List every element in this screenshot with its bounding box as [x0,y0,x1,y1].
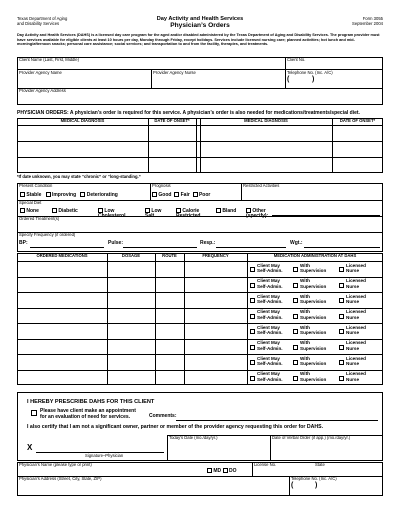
self-admin-label-line-2: Self-Admin. [257,299,283,304]
licensed-nurse-label-line-1: Licensed [346,293,366,299]
title-line-2: Physician’s Orders [170,22,230,30]
bp-label: BP: [19,240,28,246]
provider-agency-name-input[interactable] [20,77,148,87]
self-admin-checkbox[interactable] [250,329,255,334]
licensed-nurse-label-line-2: Nurse [346,376,360,382]
provider-phone-close-paren: ) [312,76,315,83]
restricted-activities-input[interactable] [243,190,381,199]
prognosis-label: Prognosis [152,183,171,188]
supervision-option-label [300,309,326,320]
licensed-nurse-label-line-1: Licensed [346,262,366,268]
orders-heading-line [17,111,360,117]
medication-input[interactable] [18,324,106,338]
medication-input[interactable] [18,371,106,385]
onset-col-header-1: DATE OF ONSET* [154,118,190,123]
supervision-checkbox[interactable] [293,376,298,381]
licensed-nurse-label-line-2: Nurse [346,268,360,273]
frequency-label: Specify Frequency (if ordered) [19,232,76,237]
licensed-nurse-checkbox[interactable] [339,283,344,288]
supervision-checkbox[interactable] [293,314,298,319]
supervision-label-line-2: Supervision [300,361,327,366]
self-admin-label-line-2: Self-Admin. [257,314,283,320]
self-admin-label-line-2: Self-Admin. [257,361,283,366]
client-name-input[interactable] [20,63,282,69]
license-no-input[interactable] [254,468,309,475]
prognosis-options [152,192,210,199]
poor-checkbox[interactable] [193,192,198,197]
licensed-nurse-checkbox[interactable] [339,329,344,334]
provider-address-label: Provider Agency Address [19,88,66,93]
physician-address-label: Physician’s Address (Street, City, State, ZIP) [19,476,102,481]
medication-input[interactable] [18,355,106,369]
md-label: MD [213,467,222,474]
licensed-nurse-option-label [346,371,366,382]
good-label: Good [158,191,172,198]
signature-label: Signature–Physician [85,453,124,458]
self-admin-option-label [257,356,283,367]
certify-text: I also certify that I am not a significant owner, partner or member of the provider agency requesting this order for DAHS. [27,424,324,430]
treatments-label: Ordered Treatment(s) [19,216,60,221]
licensed-nurse-option-label [346,263,366,274]
self-admin-label-line-2: Self-Admin. [257,268,283,273]
frequency-col-header: FREQUENCY [202,253,229,258]
route-input[interactable] [156,324,183,338]
signature-x: X [27,443,33,452]
state-input[interactable] [315,468,381,475]
physician-phone-open-paren: ( [291,482,294,489]
verbal-order-date-label: Date of Verbal Order (if app.) (mo./day/yr.) [272,435,351,440]
onset-footnote: *If date unknown, you may state “chronic” or “long-standing.” [17,174,141,179]
route-input[interactable] [156,355,183,369]
title-line-1: Day Activity and Health Services [156,16,244,22]
provider-address-input[interactable] [20,95,380,104]
self-admin-checkbox[interactable] [250,360,255,365]
deteriorating-checkbox[interactable] [80,192,85,197]
improving-checkbox[interactable] [46,192,51,197]
licensed-nurse-label-line-2: Nurse [346,299,360,304]
supervision-checkbox[interactable] [293,298,298,303]
fair-label: Fair [180,191,190,198]
frequency-input[interactable] [185,278,246,292]
provider-phone-input[interactable] [291,77,381,87]
stable-label: Stable [26,191,42,198]
dosage-input[interactable] [108,340,154,354]
diet-restricted-label: Restricted [176,213,201,220]
supervision-checkbox[interactable] [293,267,298,272]
route-input[interactable] [156,340,183,354]
improving-label: Improving [51,191,77,198]
diet-low-salt-option [145,208,161,219]
supervision-label-line-1: With [300,324,310,330]
appointment-text [40,408,136,420]
route-input[interactable] [156,293,183,307]
medication-input[interactable] [18,293,106,307]
dosage-input[interactable] [108,293,154,307]
dosage-input[interactable] [108,324,154,338]
diagnosis-input-left[interactable] [18,126,147,172]
frequency-input[interactable] [185,309,246,323]
diet-salt-label: Salt [145,213,155,220]
onset-col-header-2: DATE OF ONSET* [339,118,376,123]
supervision-option-label [300,325,326,336]
self-admin-checkbox[interactable] [250,267,255,272]
diet-diabetic-option [52,208,78,215]
medication-input[interactable] [18,278,106,292]
frequency-input[interactable] [185,293,246,307]
md-do-options [207,468,236,475]
diet-specify-label: (specify): [246,213,269,220]
pulse-label: Pulse: [108,240,124,246]
comments-label: Comments: [149,413,177,419]
treatments-input[interactable] [20,223,380,231]
wgt-label: Wgt.: [290,240,303,246]
md-checkbox[interactable] [207,468,212,473]
self-admin-checkbox[interactable] [250,283,255,288]
licensed-nurse-label-line-2: Nurse [346,283,360,289]
wgt-input[interactable] [304,240,380,247]
licensed-nurse-option-label [346,294,366,305]
diet-bland-checkbox[interactable] [216,208,221,213]
physician-phone-input[interactable] [295,483,381,495]
client-no-label: Client No. [287,57,306,62]
appointment-line-2: for an evaluation of need for services. [40,414,131,420]
verbal-order-date-input[interactable] [272,442,381,460]
supervision-checkbox[interactable] [293,283,298,288]
supervision-label-line-1: With [300,355,310,361]
self-admin-label-line-1: Client May [257,355,280,361]
frequency-input[interactable] [185,355,246,369]
client-name-label: Client Name (Last, First, Middle) [19,57,80,62]
self-admin-label-line-1: Client May [257,278,280,283]
supervision-label-line-1: With [300,262,310,268]
diet-cholesterol-label: Cholesterol [98,213,126,220]
self-admin-option-label [257,309,283,320]
physician-phone-close-paren: ) [315,482,318,489]
pulse-input[interactable] [123,240,197,247]
agency-line-2: and Disability Services [17,20,60,26]
self-admin-label-line-1: Client May [257,324,280,330]
physician-name-label: Physician’s Name (please type or print) [19,462,92,467]
provider-nurse-label: Provider Agency Nurse [153,70,196,75]
dosage-input[interactable] [108,262,154,276]
bp-input[interactable] [30,240,104,247]
supervision-option-label [300,263,326,274]
agency-line-1: Texas Department of Aging [17,16,68,21]
physician-phone-label: Telephone No. (Inc. A/C) [291,476,337,481]
supervision-checkbox[interactable] [293,360,298,365]
route-col-header: ROUTE [162,253,177,258]
provider-phone-open-paren: ( [287,76,290,83]
diet-low-cholesterol-option [98,208,126,219]
self-admin-label-line-1: Client May [257,293,280,299]
diet-bland-label: Bland [222,207,237,214]
onset-input-right[interactable] [333,126,382,172]
diet-none-option [20,208,39,215]
licensed-nurse-label-line-2: Nurse [346,314,360,320]
supervision-option-label [300,278,326,289]
supervision-checkbox[interactable] [293,345,298,350]
self-admin-option-label [257,340,283,351]
state-label: State [315,462,325,467]
onset-input-left[interactable] [149,126,195,172]
todays-date-label: Today’s Date (mo./day/yr.) [169,435,218,440]
licensed-nurse-checkbox[interactable] [339,314,344,319]
medication-input[interactable] [18,262,106,276]
supervision-option-label [300,371,326,382]
supervision-label-line-1: With [300,309,310,314]
diet-none-label: None [26,207,39,214]
supervision-option-label [300,340,326,351]
supervision-label-line-2: Supervision [300,268,327,273]
dosage-input[interactable] [108,278,154,292]
route-input[interactable] [156,371,183,385]
diet-low-label-2: Low [151,207,162,214]
diet-other-option [246,208,268,219]
supervision-checkbox[interactable] [293,329,298,334]
dosage-input[interactable] [108,371,154,385]
self-admin-checkbox[interactable] [250,314,255,319]
licensed-nurse-checkbox[interactable] [339,267,344,272]
self-admin-label-line-1: Client May [257,340,280,345]
dosage-col-header: DOSAGE [121,253,141,258]
good-checkbox[interactable] [152,192,157,197]
licensed-nurse-label-line-1: Licensed [346,309,366,314]
present-condition-label: Present Condition [19,183,53,188]
admin-col-header: MEDICATION ADMINISTRATION AT DAHS [273,253,357,258]
diagnosis-input-right[interactable] [201,126,331,172]
physician-signature-input[interactable] [36,441,164,452]
self-admin-checkbox[interactable] [250,345,255,350]
frequency-input[interactable] [185,371,246,385]
provider-agency-name-label: Provider Agency Name [19,70,62,75]
licensed-nurse-label-line-1: Licensed [346,324,366,330]
supervision-label-line-2: Supervision [300,299,327,304]
deteriorating-label: Deteriorating [86,191,118,198]
licensed-nurse-option-label [346,325,366,336]
poor-label: Poor [198,191,211,198]
frequency-input[interactable] [185,340,246,354]
diet-calorie-label: Calorie [182,207,200,214]
form-date: September 2004 [352,20,383,26]
self-admin-option-label [257,294,283,305]
diet-bland-option [216,208,236,215]
self-admin-option-label [257,278,283,289]
physician-address-input[interactable] [20,483,286,495]
licensed-nurse-label-line-1: Licensed [346,340,366,345]
licensed-nurse-option-label [346,278,366,289]
supervision-option-label [300,356,326,367]
supervision-label-line-2: Supervision [300,283,327,289]
provider-phone-label: Telephone No. (Inc. A/C) [287,70,333,75]
agency-name [17,17,67,27]
route-input[interactable] [156,262,183,276]
supervision-label-line-2: Supervision [300,376,327,382]
dosage-input[interactable] [108,355,154,369]
physician-name-input[interactable] [20,468,200,475]
licensed-nurse-checkbox[interactable] [339,376,344,381]
licensed-nurse-label-line-2: Nurse [346,330,360,335]
form-number [352,17,383,27]
resp-label: Resp.: [200,240,216,246]
licensed-nurse-label-line-1: Licensed [346,371,366,376]
licensed-nurse-option-label [346,340,366,351]
comments-input[interactable] [176,413,378,420]
supervision-option-label [300,294,326,305]
diet-calorie-option [176,208,200,219]
self-admin-label-line-1: Client May [257,371,280,376]
licensed-nurse-checkbox[interactable] [339,360,344,365]
resp-input[interactable] [216,240,286,247]
fair-checkbox[interactable] [174,192,179,197]
licensed-nurse-label-line-2: Nurse [346,345,360,351]
diet-diabetic-checkbox[interactable] [52,208,57,213]
self-admin-option-label [257,325,283,336]
frequency-input[interactable] [185,262,246,276]
diet-none-checkbox[interactable] [20,208,25,213]
licensed-nurse-option-label [346,356,366,367]
frequency-input[interactable] [185,324,246,338]
do-label: DO [228,467,237,474]
self-admin-label-line-1: Client May [257,309,280,314]
form-title [130,16,270,30]
supervision-label-line-1: With [300,371,310,376]
special-diet-label: Special Diet [19,200,42,205]
medication-input[interactable] [18,340,106,354]
orders-heading-text: A physician’s order is required for this service. A physician’s order is also needed for medications/treatments/special diet. [69,110,360,116]
licensed-nurse-label-line-1: Licensed [346,278,366,283]
diet-low-label-1: Low [104,207,115,214]
stable-checkbox[interactable] [20,192,25,197]
supervision-label-line-1: With [300,278,310,283]
license-no-label: License No. [254,462,277,467]
self-admin-checkbox[interactable] [250,298,255,303]
self-admin-label-line-2: Self-Admin. [257,330,283,335]
diet-diabetic-label: Diabetic [58,207,78,214]
self-admin-label-line-2: Self-Admin. [257,376,283,382]
supervision-label-line-1: With [300,293,310,299]
med-col-header: ORDERED MEDICATIONS [36,253,88,258]
self-admin-label-line-2: Self-Admin. [257,283,283,289]
todays-date-input[interactable] [169,442,268,460]
self-admin-label-line-2: Self-Admin. [257,345,283,351]
self-admin-option-label [257,263,283,274]
self-admin-checkbox[interactable] [250,376,255,381]
form-no: Form 3055 [362,16,383,21]
supervision-label-line-2: Supervision [300,314,327,320]
provider-nurse-input[interactable] [154,77,282,87]
prescribe-heading: I HEREBY PRESCRIBE DAHS FOR THIS CLIENT [27,399,155,405]
appointment-line-1: Please have client make an appointment [40,408,136,414]
present-condition-options [20,192,118,199]
diet-other-input[interactable] [272,209,380,215]
self-admin-option-label [257,371,283,382]
client-no-input[interactable] [288,63,380,69]
diag-col-header-1: MEDICAL DIAGNOSIS [60,118,105,123]
orders-heading: PHYSICIAN ORDERS: [17,110,69,116]
supervision-label-line-1: With [300,340,310,345]
intro-text: Day Activity and Health Services (DAHS) is a licensed day care program for the aged and/or disabled administered by the Texas Department of Aging and Disability Services. The program provider must have services available for eligible clients at least 10 hours per day, Monday through Friday, except holidays. Services include licensed nursing care; planned activities; hot lunch and mid-morning/afternoon snacks; personal care assistance; social services; and transportation to and from the facility, therapies, and treatments. [17,33,380,47]
supervision-label-line-2: Supervision [300,330,327,335]
route-input[interactable] [156,278,183,292]
dosage-input[interactable] [108,309,154,323]
diet-other-label: Other [252,207,266,214]
medication-input[interactable] [18,309,106,323]
licensed-nurse-label-line-1: Licensed [346,355,366,361]
licensed-nurse-checkbox[interactable] [339,298,344,303]
do-checkbox[interactable] [223,468,228,473]
licensed-nurse-label-line-2: Nurse [346,361,360,366]
self-admin-label-line-1: Client May [257,262,280,268]
supervision-label-line-2: Supervision [300,345,327,351]
licensed-nurse-option-label [346,309,366,320]
licensed-nurse-checkbox[interactable] [339,345,344,350]
route-input[interactable] [156,309,183,323]
restricted-activities-label: Restricted Activities [243,183,280,188]
appointment-checkbox[interactable] [31,410,37,416]
diag-col-header-2: MEDICAL DIAGNOSIS [244,118,288,123]
